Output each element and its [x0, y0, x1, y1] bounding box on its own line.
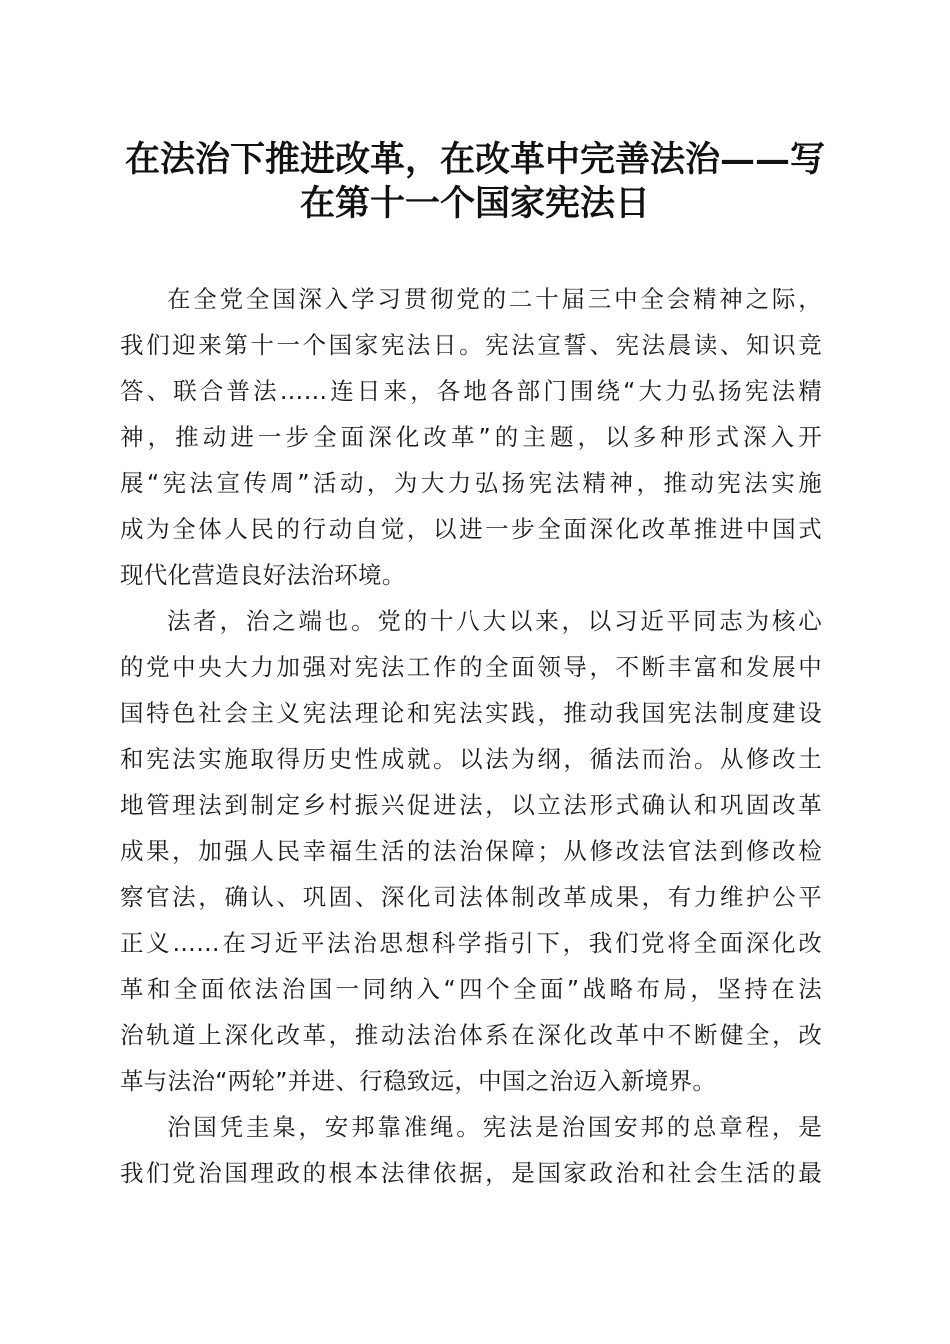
paragraph-2-line-1: 法者，治之端也。党的十八大以来，以习近平同志为核心 [167, 607, 822, 635]
paragraph-2-line-7: 察官法，确认、巩固、深化司法体制改革成果，有力维护公平 [120, 883, 822, 911]
paragraph-1-line-1: 在全党全国深入学习贯彻党的二十届三中全会精神之际， [167, 285, 822, 313]
paragraph-3-line-2: 我们党治国理政的根本法律依据，是国家政治和社会生活的最 [120, 1159, 822, 1187]
paragraph-2-line-3: 国特色社会主义宪法理论和宪法实践，推动我国宪法制度建设 [120, 699, 822, 727]
paragraph-1-line-7: 现代化营造良好法治环境。 [120, 561, 406, 589]
document-title-line-1: 在法治下推进改革，在改革中完善法治——写 [124, 139, 825, 180]
document-title-line-2: 在第十一个国家宪法日 [299, 183, 650, 224]
paragraph-2-line-5: 地管理法到制定乡村振兴促进法，以立法形式确认和巩固改革 [120, 791, 822, 819]
paragraph-2-line-8: 正义……在习近平法治思想科学指引下，我们党将全面深化改 [120, 929, 822, 957]
paragraph-2-line-4: 和宪法实施取得历史性成就。以法为纲，循法而治。从修改土 [120, 745, 822, 773]
paragraph-1-line-4: 神，推动进一步全面深化改革”的主题，以多种形式深入开 [120, 423, 822, 451]
paragraph-3-line-1: 治国凭圭臬，安邦靠准绳。宪法是治国安邦的总章程，是 [167, 1113, 822, 1141]
paragraph-2-line-2: 的党中央大力加强对宪法工作的全面领导，不断丰富和发展中 [120, 653, 822, 681]
paragraph-1-line-5: 展“宪法宣传周”活动，为大力弘扬宪法精神，推动宪法实施 [120, 469, 822, 497]
paragraph-2-line-9: 革和全面依法治国一同纳入“四个全面”战略布局，坚持在法 [120, 975, 822, 1003]
paragraph-1-line-3: 答、联合普法……连日来，各地各部门围绕“大力弘扬宪法精 [120, 377, 822, 405]
paragraph-1-line-2: 我们迎来第十一个国家宪法日。宪法宣誓、宪法晨读、知识竞 [120, 331, 822, 359]
paragraph-2-line-11: 革与法治“两轮”并进、行稳致远，中国之治迈入新境界。 [120, 1067, 717, 1095]
paragraph-2-line-6: 成果，加强人民幸福生活的法治保障；从修改法官法到修改检 [120, 837, 822, 865]
paragraph-2-line-10: 治轨道上深化改革，推动法治体系在深化改革中不断健全，改 [120, 1021, 822, 1049]
paragraph-1-line-6: 成为全体人民的行动自觉，以进一步全面深化改革推进中国式 [120, 515, 822, 543]
